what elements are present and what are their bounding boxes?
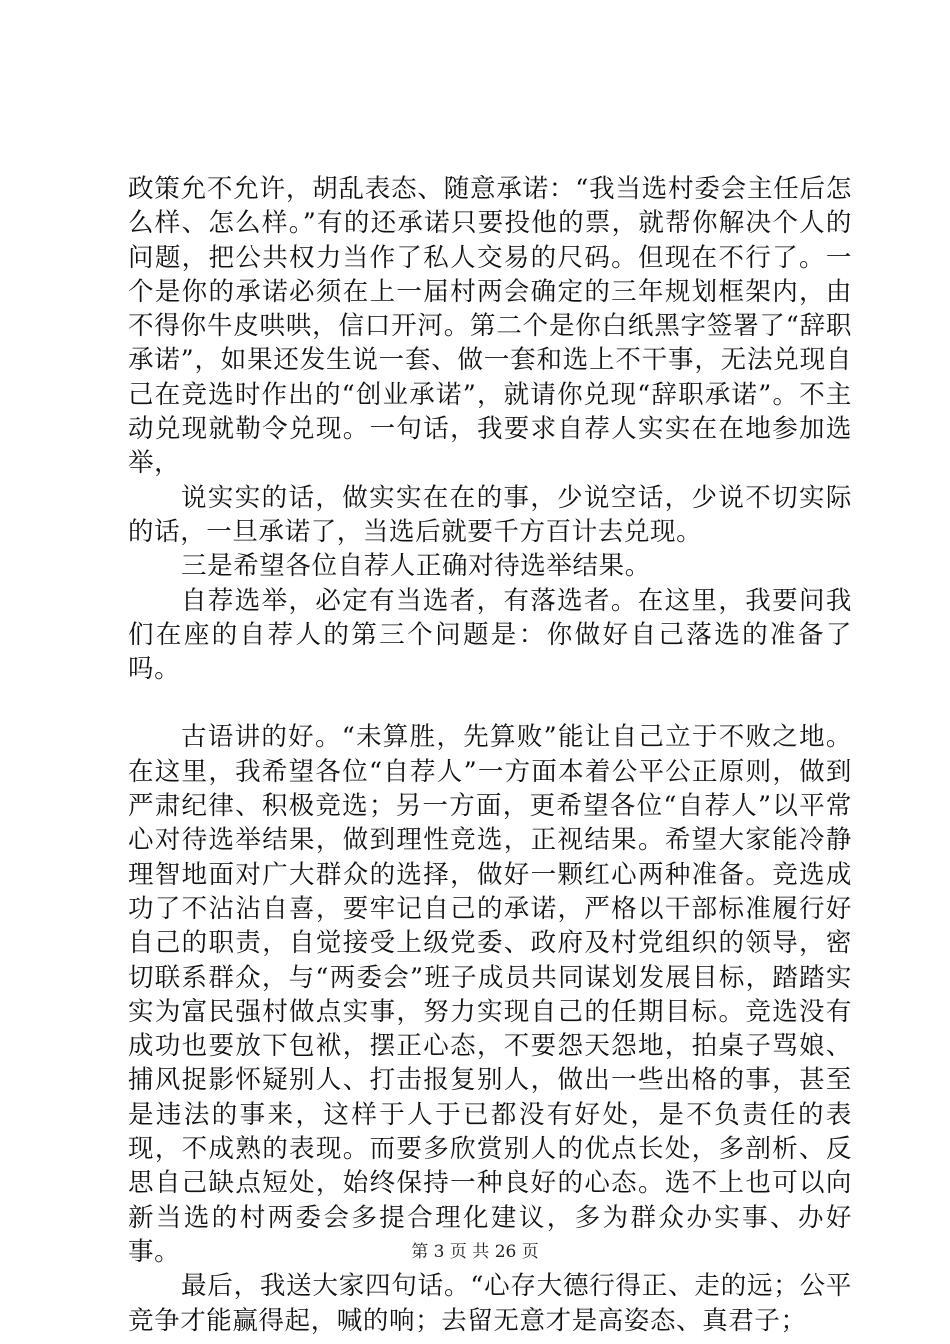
paragraph-proverb: 古语讲的好。“未算胜，先算败”能让自己立于不败之地。在这里，我希望各位“自荐人”一方面本着公平公正原则，做到严肃纪律、积极竞选；另一方面，更希望各位“自荐人”以平常心对待选举结果，做到理性竞选，正视结果。希望大家能冷静理智地面对广大群众的选择，做好一颗红心两种准备。竞选成功了不沾沾自喜，要牢记自己的承诺，严格以干部标准履行好自己的职责，自觉接受上级党委、政府及村党组织的领导，密切联系群众，与“两委会”班子成员共同谋划发展目标，踏踏实实为富民强村做点实事，努力实现自己的任期目标。竞选没有成功也要放下包袱，摆正心态，不要怨天怨地，拍桌子骂娘、捕风捉影怀疑别人、打击报复别人，做出一些出格的事，甚至是违法的事来，这样于人于已都没有好处，是不负责任的表现，不成熟的表现。而要多欣赏别人的优点长处，多剖析、反思自己缺点短处，始终保持一种良好的心态。选不上也可以向新当选的村两委会多提合理化建议，多为群众办实事、办好事。 [128,722,852,1267]
document-body [128,172,852,1338]
paragraph-closing: 最后，我送大家四句话。“心存大德行得正、走的远；公平竞争才能赢得起，喊的响；去留无意才是高姿态、真君子； [128,1271,852,1336]
paragraph-speak-truth: 说实实的话，做实实在在的事，少说空话，少说不切实际的话，一旦承诺了，当选后就要千方百计去兑现。 [128,482,852,547]
page-footer: 第 3 页 共 26 页 [411,1242,539,1262]
paragraph-gap [128,686,852,720]
paragraph-question-three: 自荐选举，必定有当选者，有落选者。在这里，我要问我们在座的自荐人的第三个问题是：你做好自己落选的准备了吗。 [128,585,852,685]
paragraph-point-three-heading: 三是希望各位自荐人正确对待选举结果。 [181,551,651,582]
paragraph-continuation: 政策允不允许，胡乱表态、随意承诺：“我当选村委会主任后怎么样、怎么样。”有的还承诺只要投他的票，就帮你解决个人的问题，把公共权力当作了私人交易的尺码。但现在不行了。一个是你的承诺必须在上一届村两会确定的三年规划框架内，由不得你牛皮哄哄，信口开河。第二个是你白纸黑字签署了“辞职承诺”，如果还发生说一套、做一套和选上不干事，无法兑现自己在竞选时作出的“创业承诺”，就请你兑现“辞职承诺”。不主动兑现就勒令兑现。一句话，我要求自荐人实实在在地参加选举， [128,174,852,479]
